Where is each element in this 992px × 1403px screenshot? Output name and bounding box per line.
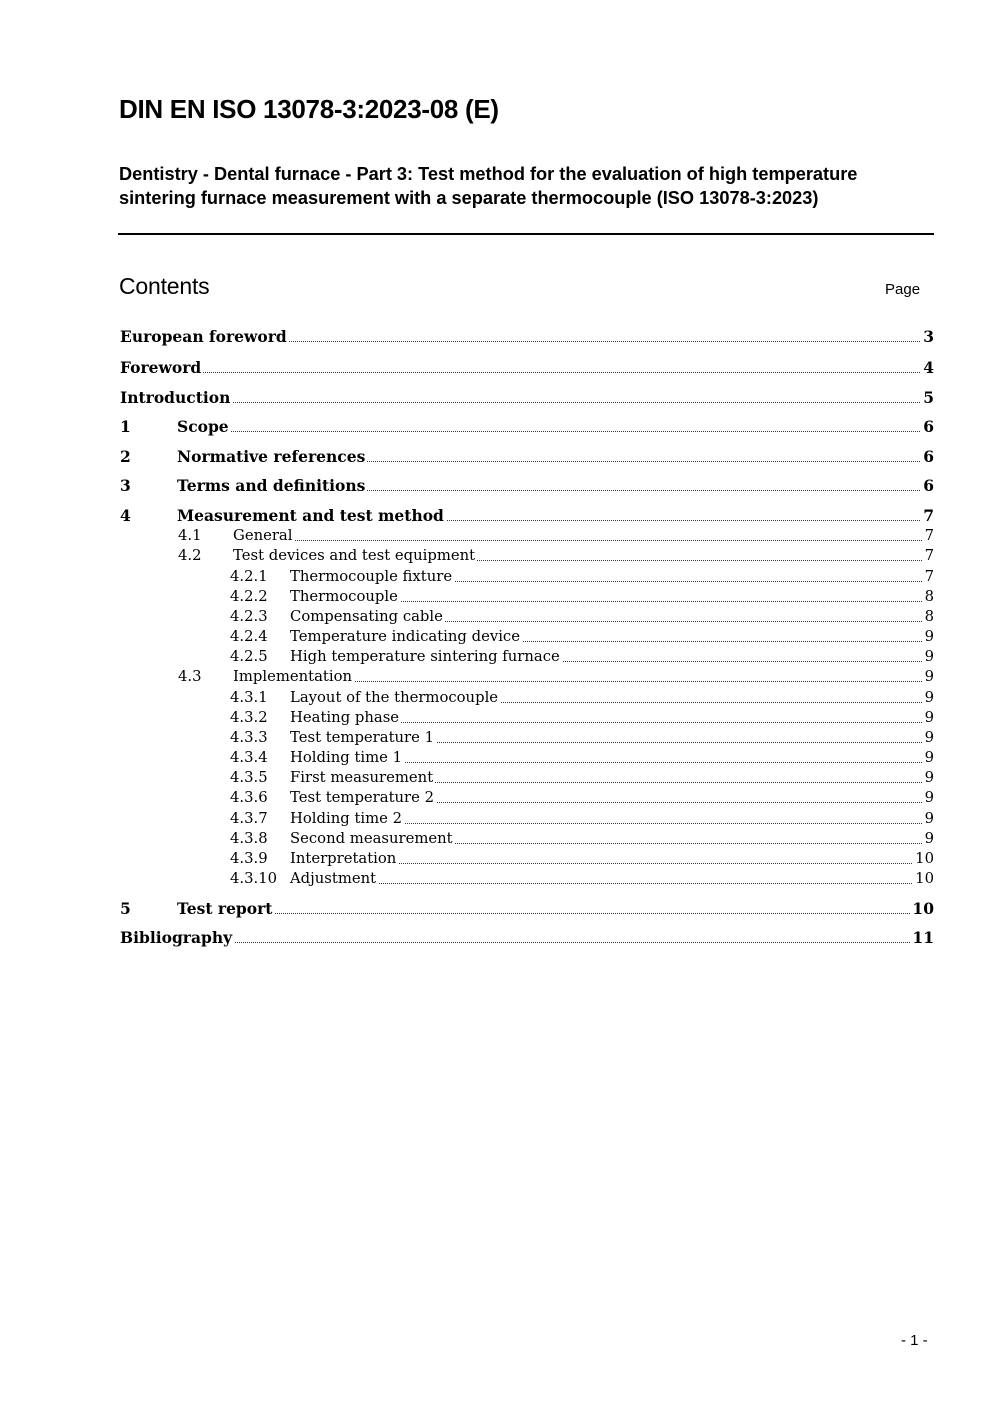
toc-entry-page: 9 <box>923 687 934 709</box>
toc-entry-title: Holding time 2 <box>290 808 404 830</box>
toc-entry-page: 9 <box>923 747 934 769</box>
toc-entry-title: Test temperature 2 <box>290 787 436 809</box>
toc-entry[interactable] <box>0 475 934 497</box>
toc-entry[interactable] <box>0 446 934 468</box>
toc-entry-page: 8 <box>923 606 934 628</box>
toc-entry-page: 6 <box>923 447 934 466</box>
toc-entry-page: 9 <box>923 787 934 809</box>
toc-entry[interactable] <box>0 848 934 870</box>
toc-entry-page: 9 <box>923 707 934 729</box>
toc-entry-title: Interpretation <box>290 848 398 870</box>
toc-entry-page: 11 <box>912 928 934 947</box>
toc-entry[interactable] <box>0 898 934 920</box>
toc-entry-number: 4.2.5 <box>230 648 268 665</box>
toc-entry-title: Heating phase <box>290 707 401 729</box>
toc-entry[interactable] <box>0 566 934 588</box>
toc-entry-page: 7 <box>923 545 934 567</box>
toc-entry-number: 4.3.4 <box>230 749 268 766</box>
toc-entry-page: 7 <box>923 566 934 588</box>
toc-entry-title: Holding time 1 <box>290 747 404 769</box>
document-subtitle: Dentistry - Dental furnace - Part 3: Test method for the evaluation of high temperature sintering furnace measurement with a separate thermocouple (ISO 13078-3:2023) <box>119 164 858 208</box>
toc-entry-page: 3 <box>923 327 934 346</box>
toc-entry-number: 4.3.10 <box>230 870 278 887</box>
toc-entry-number: 4.3.1 <box>230 689 268 706</box>
toc-entry-page: 9 <box>923 727 934 749</box>
toc-entry[interactable] <box>0 828 934 850</box>
toc-entry-number: 4.3.6 <box>230 789 268 806</box>
toc-entry-title: First measurement <box>290 767 435 789</box>
toc-entry-page: 10 <box>912 899 934 918</box>
toc-entry-title: Implementation <box>233 666 354 688</box>
toc-dot-leader <box>290 883 930 884</box>
toc-dot-leader <box>120 372 930 373</box>
toc-entry-page: 9 <box>923 828 934 850</box>
toc-entry-page: 9 <box>923 646 934 668</box>
toc-entry-title: Temperature indicating device <box>290 626 522 648</box>
toc-entry[interactable] <box>0 808 934 830</box>
toc-entry-page: 7 <box>923 506 934 525</box>
toc-entry-number: 4.3.9 <box>230 850 268 867</box>
toc-entry[interactable] <box>0 868 934 890</box>
toc-entry[interactable] <box>0 687 934 709</box>
toc-entry[interactable] <box>0 606 934 628</box>
toc-entry[interactable] <box>0 326 934 348</box>
toc-entry-page: 6 <box>923 476 934 495</box>
toc-entry-number: 4.2 <box>178 547 202 564</box>
toc-entry-number: 4.2.1 <box>230 568 268 585</box>
toc-entry-title: European foreword <box>120 327 287 346</box>
toc-entry-number: 4.3.3 <box>230 729 268 746</box>
toc-entry-title: Terms and definitions <box>177 476 366 495</box>
toc-entry-number: 4.2.4 <box>230 628 268 645</box>
document-title: DIN EN ISO 13078-3:2023-08 (E) <box>119 94 499 124</box>
toc-entry-page: 9 <box>923 767 934 789</box>
toc-entry-number: 4.3.7 <box>230 810 268 827</box>
toc-dot-leader <box>233 540 930 541</box>
toc-entry-number: 3 <box>120 476 131 495</box>
toc-entry-page: 10 <box>913 848 934 870</box>
toc-entry-title: Scope <box>177 417 229 436</box>
toc-entry-number: 4 <box>120 506 131 525</box>
toc-entry-page: 6 <box>923 417 934 436</box>
toc-entry-title: Test devices and test equipment <box>233 545 477 567</box>
toc-entry[interactable] <box>0 787 934 809</box>
toc-entry-number: 4.2.2 <box>230 588 268 605</box>
toc-entry-page: 10 <box>913 868 934 890</box>
toc-dot-leader <box>120 402 930 403</box>
toc-entry[interactable] <box>0 666 934 688</box>
toc-entry-number: 4.3.5 <box>230 769 268 786</box>
page-column-label: Page <box>885 281 921 298</box>
toc-entry-title: Normative references <box>177 447 366 466</box>
toc-entry-title: Second measurement <box>290 828 455 850</box>
toc-entry[interactable] <box>0 727 934 749</box>
toc-entry-page: 8 <box>923 586 934 608</box>
toc-entry-title: High temperature sintering furnace <box>290 646 562 668</box>
toc-entry-title: Introduction <box>120 388 231 407</box>
title-divider <box>118 233 934 235</box>
toc-entry-title: Layout of the thermocouple <box>290 687 500 709</box>
toc-entry-number: 4.2.3 <box>230 608 268 625</box>
toc-entry[interactable] <box>0 525 934 547</box>
toc-entry[interactable] <box>0 626 934 648</box>
toc-entry-page: 7 <box>923 525 934 547</box>
toc-entry-number: 5 <box>120 899 131 918</box>
toc-entry-number: 4.3.8 <box>230 830 268 847</box>
toc-entry-number: 4.3 <box>178 668 202 685</box>
toc-entry-number: 4.3.2 <box>230 709 268 726</box>
toc-entry-title: Foreword <box>120 358 202 377</box>
toc-dot-leader <box>177 913 930 914</box>
toc-entry-number: 4.1 <box>178 527 202 544</box>
toc-entry[interactable] <box>0 586 934 608</box>
toc-entry-title: General <box>233 525 295 547</box>
toc-entry[interactable] <box>0 416 934 438</box>
toc-entry-title: Test report <box>177 899 273 918</box>
toc-entry-title: Adjustment <box>290 868 378 890</box>
toc-entry[interactable] <box>0 767 934 789</box>
toc-entry-page: 4 <box>923 358 934 377</box>
contents-heading: Contents <box>119 273 210 299</box>
toc-entry-page: 5 <box>923 388 934 407</box>
toc-entry-title: Thermocouple <box>290 586 400 608</box>
toc-dot-leader <box>120 942 930 943</box>
toc-entry[interactable] <box>0 357 934 379</box>
toc-entry-title: Measurement and test method <box>177 506 444 525</box>
toc-entry[interactable] <box>0 927 934 949</box>
toc-entry-title: Thermocouple fixture <box>290 566 454 588</box>
toc-entry[interactable] <box>0 707 934 729</box>
toc-entry-title: Bibliography <box>120 928 233 947</box>
toc-entry-page: 9 <box>923 808 934 830</box>
toc-entry-title: Test temperature 1 <box>290 727 436 749</box>
toc-entry-number: 2 <box>120 447 131 466</box>
toc-entry-page: 9 <box>923 666 934 688</box>
toc-entry[interactable] <box>0 646 934 668</box>
toc-entry[interactable] <box>0 747 934 769</box>
toc-dot-leader <box>177 431 930 432</box>
toc-entry[interactable] <box>0 505 934 527</box>
toc-entry[interactable] <box>0 545 934 567</box>
toc-entry-number: 1 <box>120 417 131 436</box>
toc-entry-title: Compensating cable <box>290 606 445 628</box>
toc-entry-page: 9 <box>923 626 934 648</box>
page-number: - 1 - <box>901 1332 928 1349</box>
toc-entry[interactable] <box>0 387 934 409</box>
